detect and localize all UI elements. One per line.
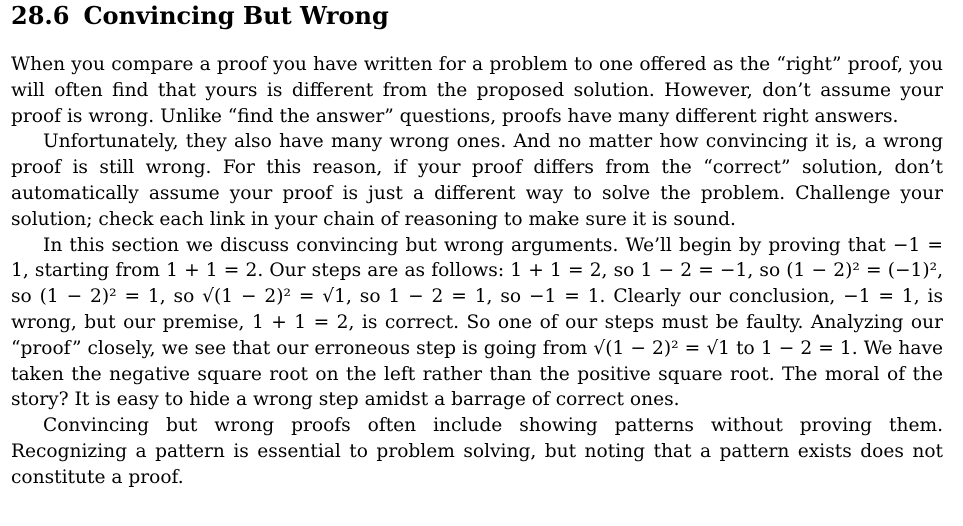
paragraph-patterns: Convincing but wrong proofs often include showing patterns without proving them. Recognizing a pattern is essential to problem solving, but noting that a pattern exists does not constitute a proof. (11, 415, 943, 488)
paragraph-wrong-ones: Unfortunately, they also have many wrong ones. And no matter how convincing it is, a wrong proof is still wrong. For this reason, if your proof differs from the “correct” solution, don’t automatically assume your proof is just a different way to solve the problem. Challenge your solution; check each link in your chain of reasoning to make sure it is sound. (11, 131, 943, 230)
page (11, 0, 943, 491)
section-number: 28.6 (11, 1, 70, 30)
section-title: Convincing But Wrong (83, 1, 389, 30)
section-heading (11, 0, 943, 52)
paragraph-intro: When you compare a proof you have written for a problem to one offered as the “right” proof, you will often find that yours is different from the proposed solution. However, don’t assume your proof is wrong. Unlike “find the answer” questions, proofs have many different right answers. (11, 54, 943, 127)
paragraph-example-proof: In this section we discuss convincing but wrong arguments. We’ll begin by proving that −1 = 1, starting from 1 + 1 = 2. Our steps are as follows: 1 + 1 = 2, so 1 − 2 = −1, so (1 − 2)² = (−1)², so (1 − 2)² = 1, so √(1 − 2)² = √1, so 1 − 2 = 1, so −1 = 1. Clearly our conclusion, −1 = 1, is wrong, but our premise, 1 + 1 = 2, is correct. So one of our steps must be faulty. Analyzing our “proof” closely, we see that our erroneous step is going from √(1 − 2)² = √1 to 1 − 2 = 1. We have taken the negative square root on the left rather than the positive square root. The moral of the story? It is easy to hide a wrong step amidst a barrage of correct ones. (11, 234, 943, 411)
